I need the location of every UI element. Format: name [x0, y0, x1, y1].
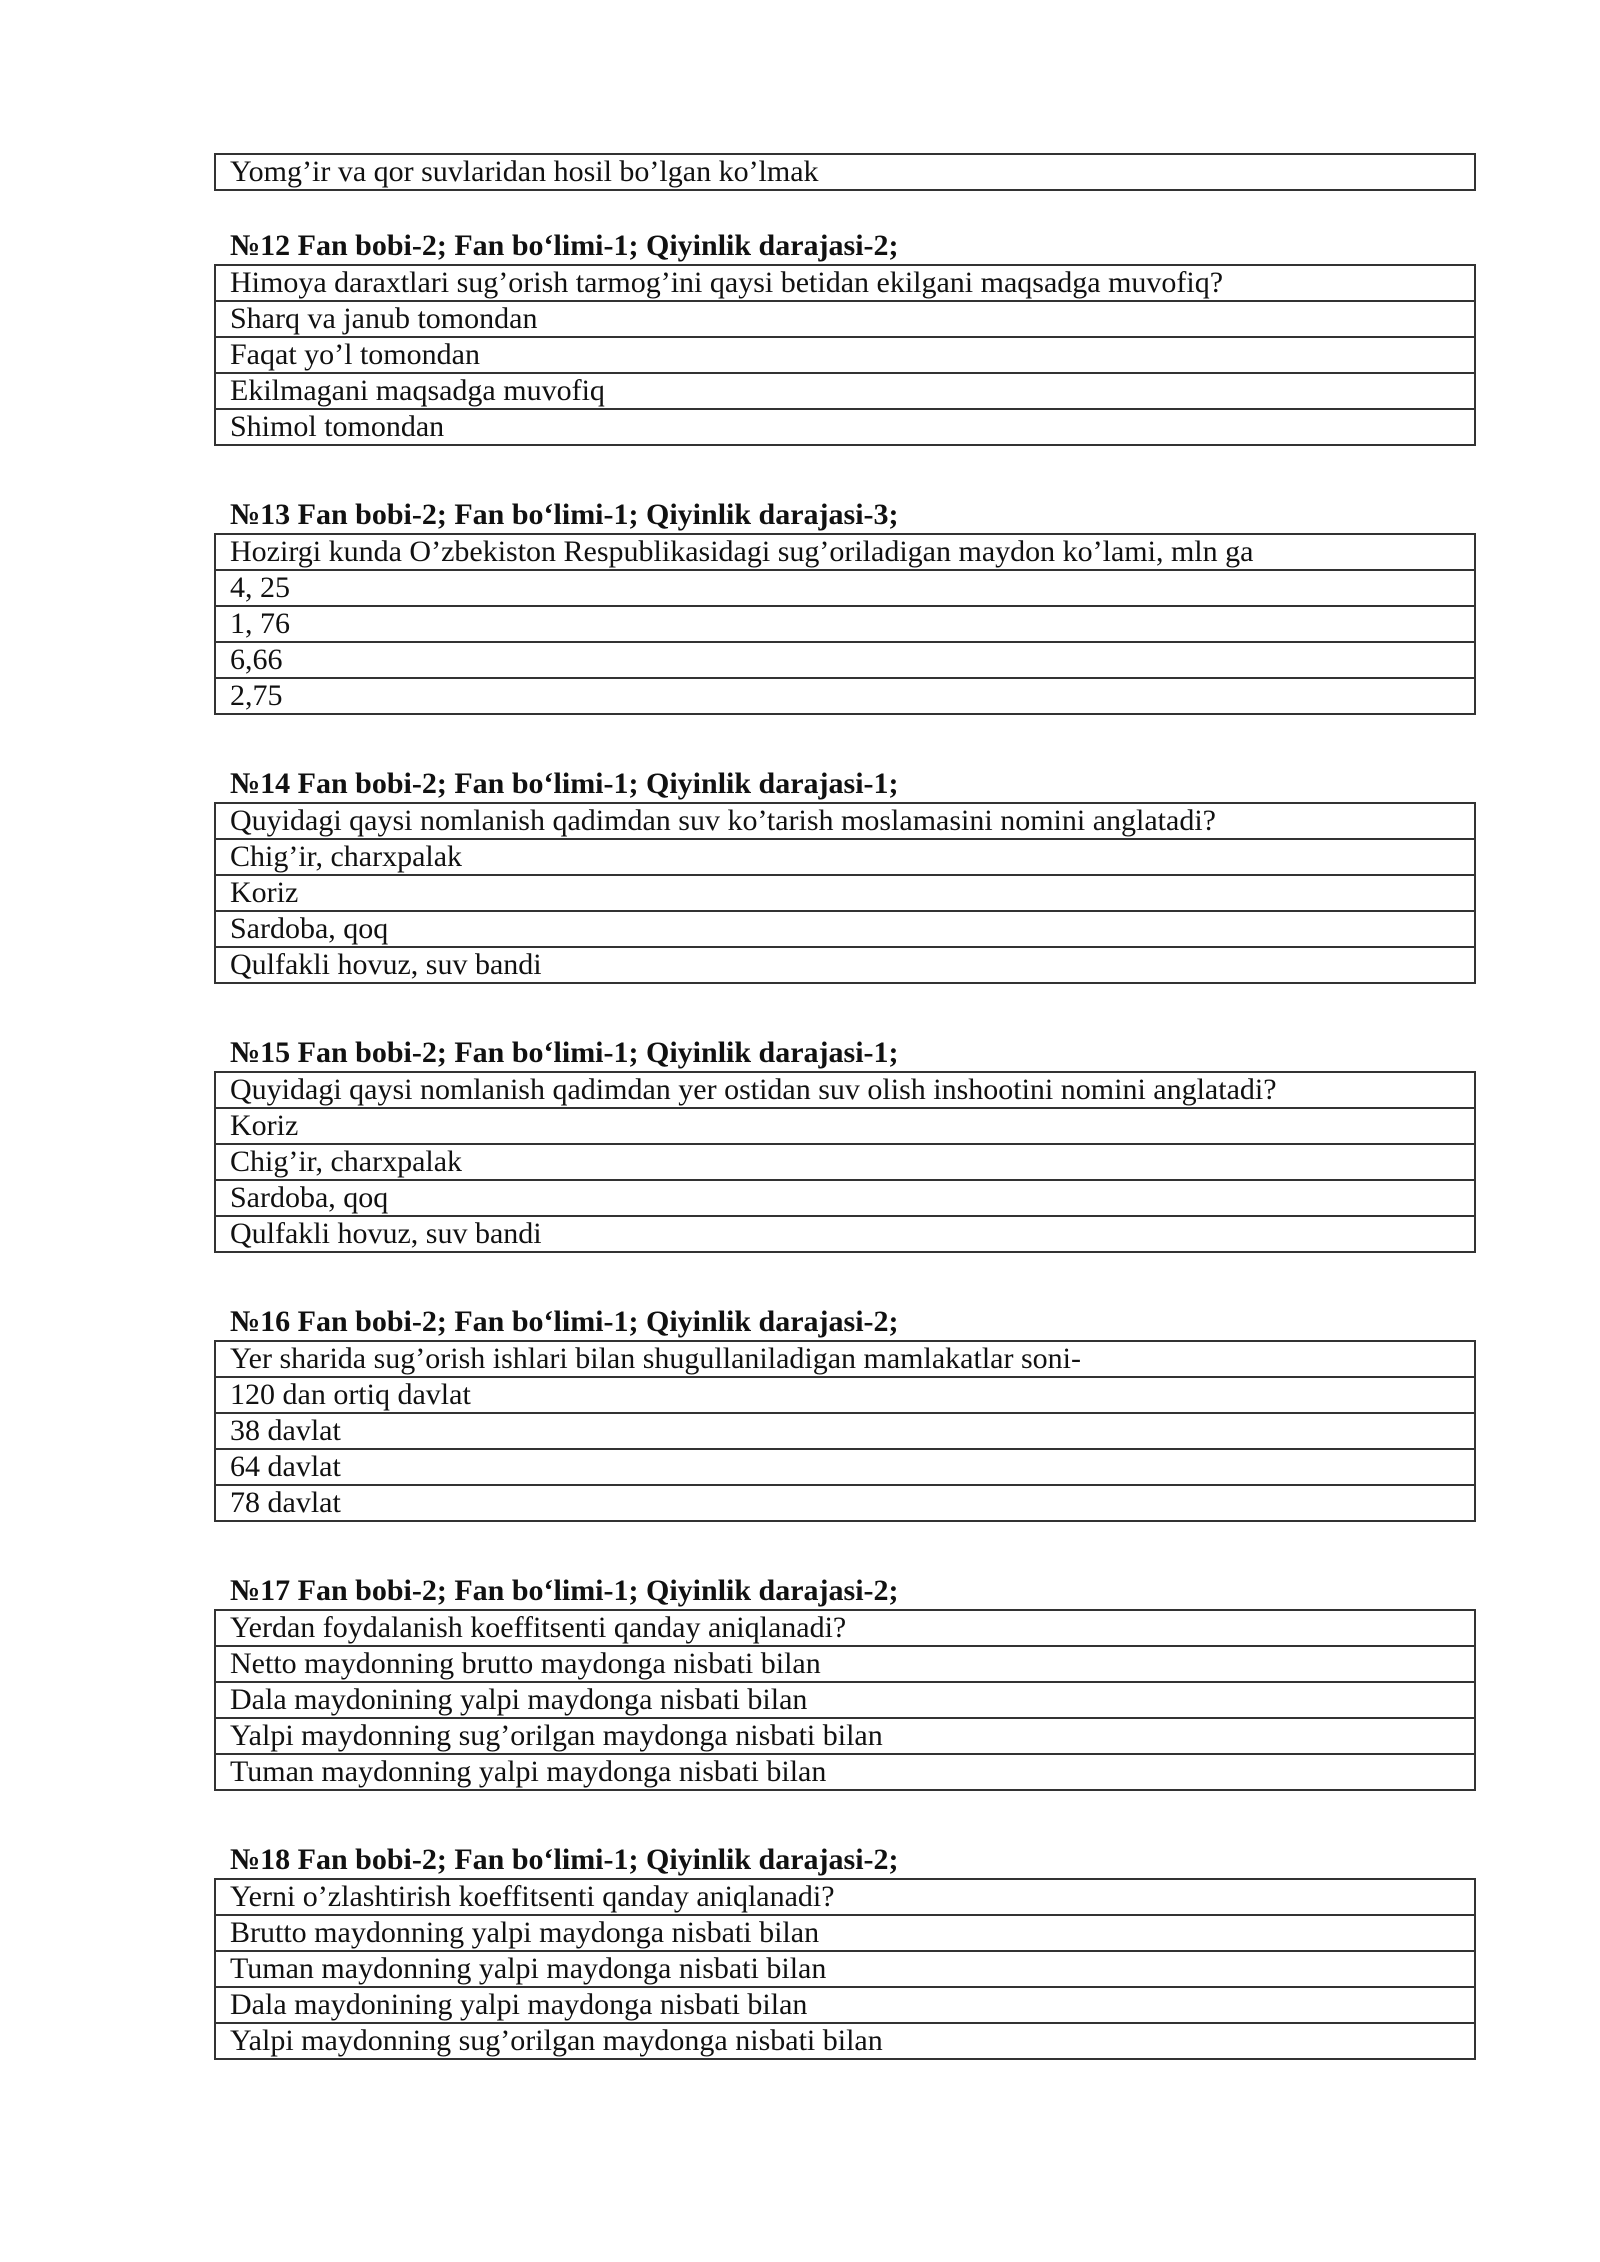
question-heading: №13 Fan bobi-2; Fan bo‘limi-1; Qiyinlik darajasi-3;: [230, 498, 899, 531]
question-heading: №17 Fan bobi-2; Fan bo‘limi-1; Qiyinlik darajasi-2;: [230, 1574, 899, 1607]
table-row: [215, 1216, 1475, 1252]
question-text: Himoya daraxtlari sug’orish tarmog’ini qaysi betidan ekilgani maqsadga muvofiq?: [215, 265, 1475, 301]
answer-option: 6,66: [215, 642, 1475, 678]
table-row: [215, 409, 1475, 445]
answer-option: Shimol tomondan: [215, 409, 1475, 445]
answer-option: 1, 76: [215, 606, 1475, 642]
table-row: [215, 1341, 1475, 1377]
answer-option: Dala maydonining yalpi maydonga nisbati bilan: [215, 1682, 1475, 1718]
question-block: [214, 228, 1476, 446]
answer-option: Koriz: [215, 1108, 1475, 1144]
answer-option: Tuman maydonning yalpi maydonga nisbati bilan: [215, 1754, 1475, 1790]
answer-option: Sardoba, qoq: [215, 911, 1475, 947]
answer-table: [214, 1878, 1476, 2060]
question-block: [214, 497, 1476, 715]
answer-option: Tuman maydonning yalpi maydonga nisbati bilan: [215, 1951, 1475, 1987]
question-text: Yerdan foydalanish koeffitsenti qanday aniqlanadi?: [215, 1610, 1475, 1646]
table-row: [215, 1879, 1475, 1915]
question-text: Yer sharida sug’orish ishlari bilan shugullaniladigan mamlakatlar soni-: [215, 1341, 1475, 1377]
answer-option: Chig’ir, charxpalak: [215, 839, 1475, 875]
answer-option: Netto maydonning brutto maydonga nisbati bilan: [215, 1646, 1475, 1682]
table-row: [215, 337, 1475, 373]
table-row: [215, 154, 1475, 190]
table-row: [215, 1987, 1475, 2023]
table-row: [215, 1180, 1475, 1216]
table-row: [215, 1915, 1475, 1951]
table-row: [215, 1485, 1475, 1521]
table-row: [215, 1072, 1475, 1108]
table-row: [215, 678, 1475, 714]
answer-option: Ekilmagani maqsadga muvofiq: [215, 373, 1475, 409]
question-heading: №18 Fan bobi-2; Fan bo‘limi-1; Qiyinlik darajasi-2;: [230, 1843, 899, 1876]
table-row: [215, 1610, 1475, 1646]
question-heading: №15 Fan bobi-2; Fan bo‘limi-1; Qiyinlik darajasi-1;: [230, 1036, 899, 1069]
answer-table: [214, 802, 1476, 984]
table-row: [215, 606, 1475, 642]
answer-option: Yalpi maydonning sug’orilgan maydonga nisbati bilan: [215, 1718, 1475, 1754]
table-row: [215, 1413, 1475, 1449]
table-row: [215, 265, 1475, 301]
previous-question-tail: [214, 153, 1476, 191]
question-text: Yerni o’zlashtirish koeffitsenti qanday aniqlanadi?: [215, 1879, 1475, 1915]
question-text: Quyidagi qaysi nomlanish qadimdan yer ostidan suv olish inshootini nomini anglatadi?: [215, 1072, 1475, 1108]
table-row: [215, 1754, 1475, 1790]
table-row: [215, 1108, 1475, 1144]
table-row: [215, 1449, 1475, 1485]
answer-option: Qulfakli hovuz, suv bandi: [215, 947, 1475, 983]
answer-table: [214, 153, 1476, 191]
answer-option: 38 davlat: [215, 1413, 1475, 1449]
answer-table: [214, 1340, 1476, 1522]
answer-table: [214, 533, 1476, 715]
answer-option: Chig’ir, charxpalak: [215, 1144, 1475, 1180]
answer-option: Koriz: [215, 875, 1475, 911]
answer-option: Yalpi maydonning sug’orilgan maydonga nisbati bilan: [215, 2023, 1475, 2059]
answer-option: 64 davlat: [215, 1449, 1475, 1485]
table-row: [215, 1682, 1475, 1718]
answer-option: 78 davlat: [215, 1485, 1475, 1521]
table-row: [215, 2023, 1475, 2059]
table-row: [215, 642, 1475, 678]
answer-table: [214, 1071, 1476, 1253]
answer-option: 120 dan ortiq davlat: [215, 1377, 1475, 1413]
table-row: [215, 534, 1475, 570]
question-block: [214, 1842, 1476, 2060]
table-row: [215, 1951, 1475, 1987]
answer-option: Sardoba, qoq: [215, 1180, 1475, 1216]
answer-option: Faqat yo’l tomondan: [215, 337, 1475, 373]
question-block: [214, 766, 1476, 984]
table-row: [215, 373, 1475, 409]
question-block: [214, 1035, 1476, 1253]
table-row: [215, 1377, 1475, 1413]
answer-option: 2,75: [215, 678, 1475, 714]
question-text: Quyidagi qaysi nomlanish qadimdan suv ko’tarish moslamasini nomini anglatadi?: [215, 803, 1475, 839]
question-block: [214, 1304, 1476, 1522]
table-row: [215, 570, 1475, 606]
question-text: Hozirgi kunda O’zbekiston Respublikasidagi sug’oriladigan maydon ko’lami, mln ga: [215, 534, 1475, 570]
answer-option: Qulfakli hovuz, suv bandi: [215, 1216, 1475, 1252]
table-row: [215, 1646, 1475, 1682]
answer-option: Sharq va janub tomondan: [215, 301, 1475, 337]
question-heading: №16 Fan bobi-2; Fan bo‘limi-1; Qiyinlik darajasi-2;: [230, 1305, 899, 1338]
answer-option: Yomg’ir va qor suvlaridan hosil bo’lgan ko’lmak: [215, 154, 1475, 190]
question-block: [214, 1573, 1476, 1791]
table-row: [215, 839, 1475, 875]
table-row: [215, 1718, 1475, 1754]
answer-table: [214, 264, 1476, 446]
question-heading: №12 Fan bobi-2; Fan bo‘limi-1; Qiyinlik darajasi-2;: [230, 229, 899, 262]
table-row: [215, 875, 1475, 911]
table-row: [215, 1144, 1475, 1180]
table-row: [215, 947, 1475, 983]
table-row: [215, 301, 1475, 337]
answer-option: Brutto maydonning yalpi maydonga nisbati bilan: [215, 1915, 1475, 1951]
table-row: [215, 803, 1475, 839]
answer-option: Dala maydonining yalpi maydonga nisbati bilan: [215, 1987, 1475, 2023]
question-heading: №14 Fan bobi-2; Fan bo‘limi-1; Qiyinlik darajasi-1;: [230, 767, 899, 800]
table-row: [215, 911, 1475, 947]
answer-table: [214, 1609, 1476, 1791]
answer-option: 4, 25: [215, 570, 1475, 606]
